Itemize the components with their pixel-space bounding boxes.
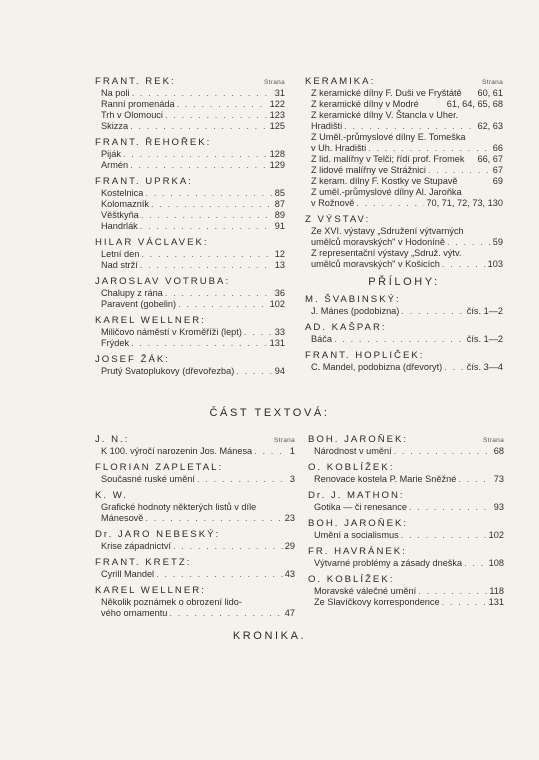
author-name: K. W. [95,490,128,501]
leader-dots [442,597,487,608]
leader-dots [145,513,282,524]
entry-page: 33 [274,327,285,337]
kronika-heading: KRONIKA. [232,630,307,642]
entry-title: Trh v Olomouci [101,110,163,120]
entry-page: 131 [488,597,504,607]
entry-title: Národnost v umění [314,446,392,456]
entry-title: Piják [101,149,121,159]
entry-title: Krise západnictví [101,541,171,551]
entry-page: 3 [289,474,295,484]
entry-page: 66 [492,143,503,153]
strana-label: Strana [274,437,295,444]
top-left-sections [95,76,285,377]
toc-section [95,434,295,457]
entry-title: Renovace kostela P. Marie Sněžné [314,474,457,484]
entry-page: 108 [488,558,504,568]
toc-entry [305,306,503,317]
toc-entry [305,154,503,165]
entry-page: 103 [487,259,503,269]
toc-entry [95,121,285,132]
author-name: HILAR VÁCLAVEK: [95,237,209,248]
toc-entry [308,502,504,513]
toc-entry [95,249,285,260]
author-name: BOH. JAROŇEK: [308,434,409,445]
author-name: AD. KAŠPAR: [305,322,387,333]
leader-dots [344,121,475,132]
author-name: BOH. JAROŇEK: [308,518,409,529]
entry-page: 43 [284,569,295,579]
prilohy-heading: PŘÍLOHY: [368,276,440,288]
entry-page: 122 [269,99,285,109]
leader-dots [444,362,464,373]
entry-page: 70, 71, 72, 73, 130 [426,198,503,208]
leader-dots [368,143,491,154]
author-name: O. KOBLÍŽEK: [308,574,395,585]
entry-title: Z keramické dílny v Modré [311,99,419,109]
entry-page: 85 [274,188,285,198]
prilohy-sections [305,294,503,373]
toc-entry [95,210,285,221]
entry-title: v Uh. Hradišti [311,143,367,153]
entry-page: 102 [488,530,504,540]
entry-title: Nad strží [101,260,138,270]
toc-entry [95,88,285,99]
toc-section [308,574,504,608]
entry-page: 94 [274,366,285,376]
leader-dots [130,121,268,132]
author-name: O. KOBLÍŽEK: [308,462,395,473]
toc-section [308,462,504,485]
entry-title: Kolomazník [101,199,150,209]
leader-dots [401,530,487,541]
toc-entry [95,149,285,160]
entry-page: 91 [274,221,285,231]
toc-section [95,76,285,132]
entry-title: Chalupy z rána [101,288,163,298]
toc-section [95,490,295,524]
entry-line: Z uměl.-průmyslové dílny Al. Jaroňka [311,187,462,197]
entry-page: čís. 1—2 [466,306,503,316]
entry-title: K 100. výročí narozenin Jos. Mánesa [101,446,253,456]
author-name: J. N.: [95,434,130,445]
leader-dots [165,288,273,299]
toc-entry [95,299,285,310]
toc-entry [305,176,503,187]
leader-dots [145,188,272,199]
entry-title: Skizza [101,121,129,131]
toc-entry [95,513,295,524]
keramika-section [305,76,503,209]
leader-dots [123,149,268,160]
toc-section [95,557,295,580]
entry-title: Gotika — či renesance [314,502,407,512]
toc-text-left [95,434,295,624]
entry-title: Armén [101,160,129,170]
toc-entry [308,597,504,608]
toc-entry [305,121,503,132]
leader-dots [197,474,288,485]
cast-textova-heading: ČÁST TEXTOVÁ: [209,407,330,419]
leader-dots [458,474,491,485]
toc-images-right [305,76,503,378]
strana-label: Strana [482,79,503,86]
leader-dots [130,160,268,171]
author-name: FLORIAN ZAPLETAL: [95,462,224,473]
toc-section [95,315,285,349]
entry-line: Z Uměl.-průmyslové dílny E. Tomeška [311,132,466,142]
leader-dots [236,366,272,377]
entry-page: 128 [269,149,285,159]
author-name: FRANT. UPRKA: [95,176,193,187]
leader-dots [140,221,273,232]
entry-title: C. Mandel, podobizna (dřevoryt) [311,362,443,372]
strana-label: Strana [264,79,285,86]
toc-entry [95,221,285,232]
section-title: KERAMIKA: [305,76,376,87]
toc-entry [305,198,503,209]
entry-title: Ze Slavíčkovy korrespondence [314,597,440,607]
leader-dots [401,306,464,317]
leader-dots [177,99,268,110]
toc-section [95,276,285,310]
entry-title: Letní den [101,249,140,259]
leader-dots [356,198,424,209]
entry-page: 62, 63 [477,121,503,131]
author-name: JAROSLAV VOTRUBA: [95,276,231,287]
leader-dots [428,165,491,176]
toc-entry [95,338,285,349]
toc-entry [305,99,503,110]
toc-images-left [95,76,285,382]
author-name: FRANT. ŘEHOŘEK: [95,137,212,148]
toc-entry [308,474,504,485]
leader-dots [140,260,273,271]
entry-title: Handrlák [101,221,138,231]
toc-entry [95,474,295,485]
entry-page: čís. 1—2 [466,334,503,344]
toc-section [305,350,503,373]
toc-entry [95,260,285,271]
entry-page: 1 [289,446,295,456]
entry-page: 12 [274,249,285,259]
entry-page: 29 [284,541,295,551]
entry-page: 23 [284,513,295,523]
entry-title: Miličovo náměstí v Kroměříži (lept) [101,327,242,337]
entry-page: 131 [269,338,285,348]
author-name: KAREL WELLNER: [95,315,206,326]
toc-section [308,434,504,457]
entry-title: Cyrill Mandel [101,569,155,579]
toc-entry [305,88,503,99]
entry-title: Prutý Svatoplukovy (dřevořezba) [101,366,235,376]
entry-page: 67 [492,165,503,175]
toc-entry [95,199,285,210]
toc-section [95,462,295,485]
leader-dots [334,334,465,345]
entry-page: 123 [269,110,285,120]
entry-page: 60, 61 [477,88,503,98]
toc-section [95,137,285,171]
toc-section [95,176,285,232]
leader-dots [165,110,268,121]
entry-page: 36 [274,288,285,298]
entry-title: Hradišti [311,121,343,131]
leader-dots [464,558,487,569]
entry-title: Současné ruské umění [101,474,195,484]
entry-title: Báča [311,334,332,344]
entry-title: umělců moravských" v Hodoníně [311,237,445,247]
entry-page: 61, 64, 65, 68 [446,99,503,109]
toc-entry [95,327,285,338]
toc-entry [95,110,285,121]
entry-title: umělců moravských" v Košicích [311,259,440,269]
toc-text-right [308,434,504,613]
leader-dots [254,446,288,457]
entry-page: 129 [269,160,285,170]
toc-entry [95,541,295,552]
toc-entry [95,608,295,619]
section-title: Z VÝSTAV: [305,214,371,225]
toc-section [95,585,295,619]
strana-label: Strana [483,437,504,444]
entry-page: 47 [284,608,295,618]
toc-entry [305,259,503,270]
leader-dots [169,608,282,619]
leader-dots [173,541,283,552]
entry-title: v Rožnově [311,198,355,208]
entry-page: 87 [274,199,285,209]
entry-title: Kostelnica [101,188,144,198]
author-name: KAREL WELLNER: [95,585,206,596]
author-name: Dr. J. MATHON: [308,490,405,501]
entry-line: Z keramické dílny V. Štancla v Uher. [311,110,459,120]
entry-line: Z representační výstavy „Sdruž. výtv. [311,248,462,258]
entry-page: 13 [274,260,285,270]
leader-dots [394,446,492,457]
leader-dots [151,199,273,210]
author-name: JOSEF ŽÁK: [95,354,170,365]
bottom-right-sections [308,434,504,608]
toc-section [95,237,285,271]
toc-entry [308,558,504,569]
leader-dots [244,327,273,338]
entry-page: 89 [274,210,285,220]
leader-dots [141,210,273,221]
toc-entry [95,366,285,377]
toc-entry [95,569,295,580]
entry-title: Z lidové malířny ve Strážnici [311,165,426,175]
bottom-left-sections [95,434,295,619]
entry-title: Z keram. dílny F. Kostky ve Stupavě [311,176,458,186]
toc-entry [305,143,503,154]
vystav-section [305,214,503,270]
entry-title: Z lid. malířny v Telči; řídí prof. Fromek [311,154,465,164]
entry-page: 59 [492,237,503,247]
entry-title: J. Mánes (podobizna) [311,306,400,316]
entry-page: 69 [492,176,503,186]
entry-title: vého ornamentu [101,608,168,618]
leader-dots [132,88,273,99]
entry-page: 73 [493,474,504,484]
toc-section [305,322,503,345]
leader-dots [409,502,492,513]
toc-entry [308,446,504,457]
entry-title: Ranní promenáda [101,99,175,109]
toc-entry [308,586,504,597]
toc-entry [305,334,503,345]
entry-title: Moravské válečné umění [314,586,417,596]
leader-dots [178,299,268,310]
leader-dots [156,569,283,580]
entry-page: 125 [269,121,285,131]
entry-title: Mánesově [101,513,144,523]
author-name: FRANT. HOPLIČEK: [305,350,425,361]
entry-line: Několik poznámek o obrození lido- [101,597,242,607]
entry-page: 31 [274,88,285,98]
author-name: Dr. JARO NEBESKÝ: [95,529,221,540]
entry-title: Frýdek [101,338,130,348]
author-name: FRANT. REK: [95,76,176,87]
toc-section [308,546,504,569]
entry-page: 68 [493,446,504,456]
toc-entry [95,446,295,457]
toc-entry [305,165,503,176]
entry-title: Umění a socialismus [314,530,399,540]
entry-page: 66, 67 [477,154,503,164]
author-name: FR. HAVRÁNEK: [308,546,407,557]
toc-entry [305,362,503,373]
toc-entry [95,99,285,110]
leader-dots [418,586,487,597]
author-name: FRANT. KRETZ: [95,557,192,568]
toc-section [305,294,503,317]
entry-page: 118 [489,586,504,596]
toc-entry [308,530,504,541]
entry-title: Na poli [101,88,130,98]
entry-line: Grafické hodnoty některých listů v díle [101,502,257,512]
entry-title: Výtvarné problémy a zásady dneška [314,558,463,568]
leader-dots [141,249,272,260]
toc-section [95,354,285,377]
entry-page: 102 [269,299,285,309]
toc-entry [95,288,285,299]
entry-line: Ze XVI. výstavy „Sdružení výtvarných [311,226,464,236]
entry-page: 93 [493,502,504,512]
toc-section [95,529,295,552]
leader-dots [447,237,491,248]
leader-dots [131,338,268,349]
entry-page: čís. 3—4 [466,362,503,372]
author-name: M. ŠVABINSKÝ: [305,294,401,305]
toc-section [308,518,504,541]
toc-section [308,490,504,513]
entry-title: Z keramické dílny F. Duši ve Fryštátě [311,88,462,98]
toc-entry [305,237,503,248]
entry-title: Paravent (gobelin) [101,299,177,309]
toc-entry [95,188,285,199]
toc-entry [95,160,285,171]
leader-dots [442,259,486,270]
entry-title: Věštkyňa [101,210,139,220]
